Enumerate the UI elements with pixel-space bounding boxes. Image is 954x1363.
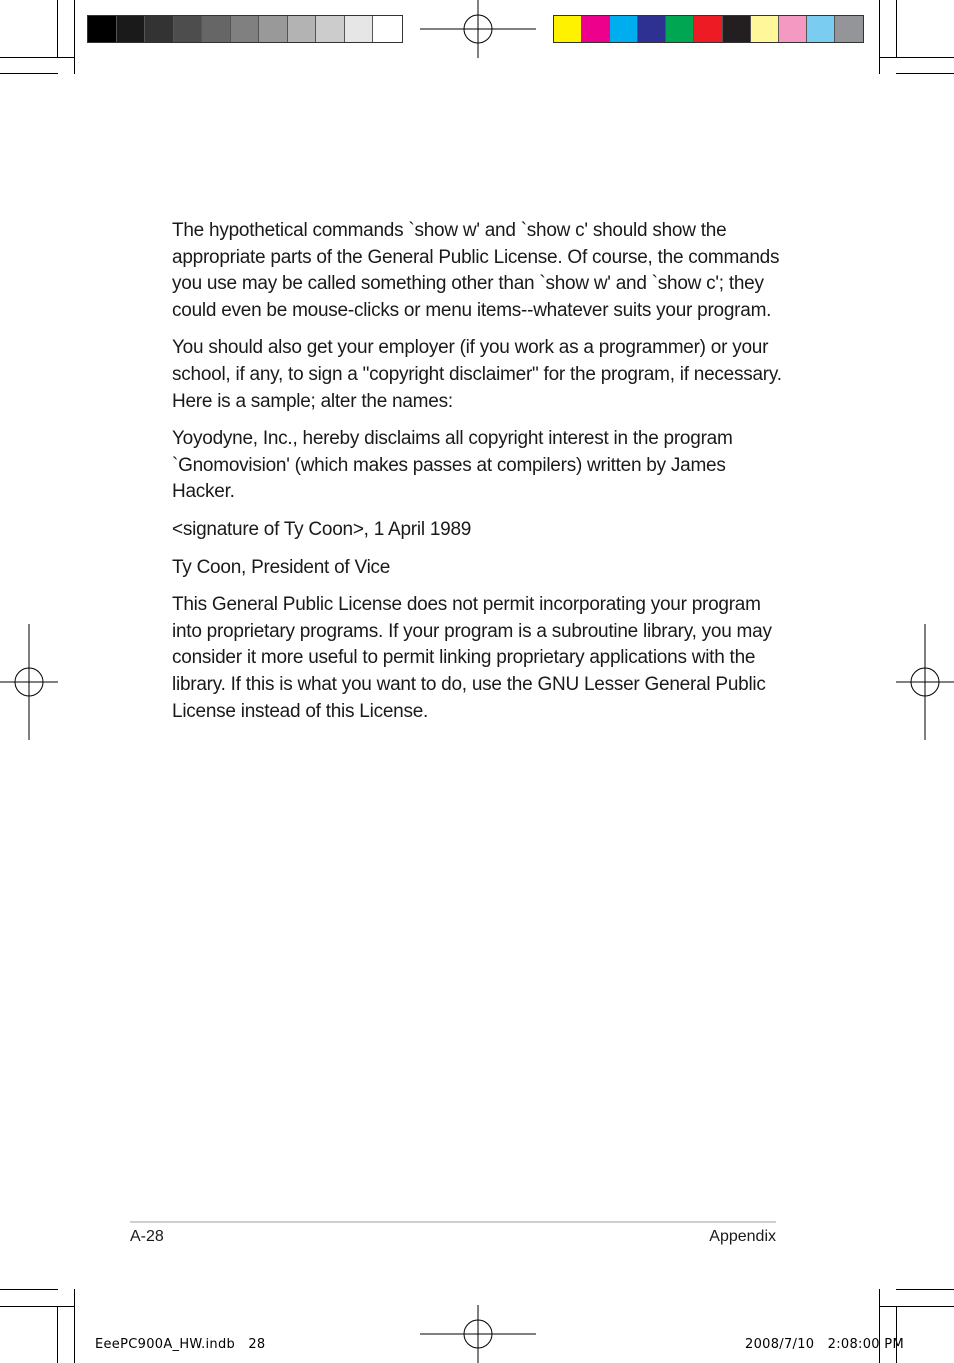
color-swatch (751, 16, 779, 42)
crop-mark-top-left-h2 (0, 57, 74, 58)
gray-swatch (174, 16, 203, 42)
crop-mark-top-left-h (0, 73, 58, 74)
paragraph-lgpl-note: This General Public License does not permit incorporating your program into proprietary programs. If your program is a subroutine library, you may consider it more useful to permit linking proprietary applications with the library. If this is what you want to do, use the GNU Lesser General Public License instead of this License. (172, 594, 772, 722)
gray-swatch (259, 16, 288, 42)
crop-mark-top-right-v2 (896, 0, 897, 58)
gray-swatch (117, 16, 146, 42)
crop-mark-bottom-left-h2 (0, 1306, 74, 1307)
color-swatch (807, 16, 835, 42)
footer-divider (130, 1221, 776, 1223)
color-swatch (554, 16, 582, 42)
slug-filename: EeePC900A_HW.indb 28 (95, 1337, 266, 1352)
gray-swatch (202, 16, 231, 42)
crop-mark-top-left-v2 (57, 0, 58, 58)
page-number: A-28 (130, 1228, 164, 1245)
crop-mark-bottom-right-v2 (896, 1306, 897, 1363)
color-swatch (835, 16, 863, 42)
color-swatch (779, 16, 807, 42)
slug-timestamp: 2008/7/10 2:08:00 PM (745, 1337, 904, 1352)
crop-mark-bottom-right-h (896, 1289, 954, 1290)
registration-mark-bottom (420, 1305, 536, 1363)
crop-mark-bottom-left-v2 (57, 1306, 58, 1363)
gray-swatch (145, 16, 174, 42)
color-swatch (723, 16, 751, 42)
color-swatch (638, 16, 666, 42)
section-name: Appendix (709, 1228, 776, 1245)
color-swatch (666, 16, 694, 42)
crop-mark-top-right-h (896, 73, 954, 74)
paragraph-sample-disclaimer: Yoyodyne, Inc., hereby disclaims all copyright interest in the program `Gnomovision' (which makes passes at compilers) written by James Hacker. (172, 428, 733, 503)
process-color-bar (553, 15, 864, 43)
registration-mark-right (896, 624, 954, 740)
gray-swatch (288, 16, 317, 42)
grayscale-color-bar (87, 15, 403, 43)
gray-swatch (231, 16, 260, 42)
gray-swatch (88, 16, 117, 42)
crop-mark-bottom-left-h (0, 1289, 58, 1290)
gray-swatch (345, 16, 374, 42)
crop-mark-top-left-v (74, 0, 75, 74)
crop-mark-top-right-v (879, 0, 880, 74)
document-body (172, 218, 784, 736)
registration-mark-left (0, 624, 58, 740)
color-swatch (610, 16, 638, 42)
crop-mark-bottom-right-h2 (879, 1306, 954, 1307)
paragraph-show-commands: The hypothetical commands `show w' and `show c' should show the appropriate parts of the General Public License. Of course, the commands you use may be called something other than `show w' and `show c'; they could even be mouse-clicks or menu items--whatever suits your program. (172, 220, 780, 321)
paragraph-signature: <signature of Ty Coon>, 1 April 1989 (172, 518, 472, 540)
paragraph-employer-disclaimer: You should also get your employer (if you work as a programmer) or your school, if any, to sign a "copyright disclaimer" for the program, if necessary. Here is a sample; alter the names: (172, 337, 782, 412)
crop-mark-bottom-left-v (74, 1289, 75, 1363)
crop-mark-top-right-h2 (879, 57, 954, 58)
paragraph-signer: Ty Coon, President of Vice (172, 556, 391, 578)
gray-swatch (316, 16, 345, 42)
registration-mark-top (420, 0, 536, 58)
color-swatch (694, 16, 722, 42)
gray-swatch (373, 16, 402, 42)
color-swatch (582, 16, 610, 42)
